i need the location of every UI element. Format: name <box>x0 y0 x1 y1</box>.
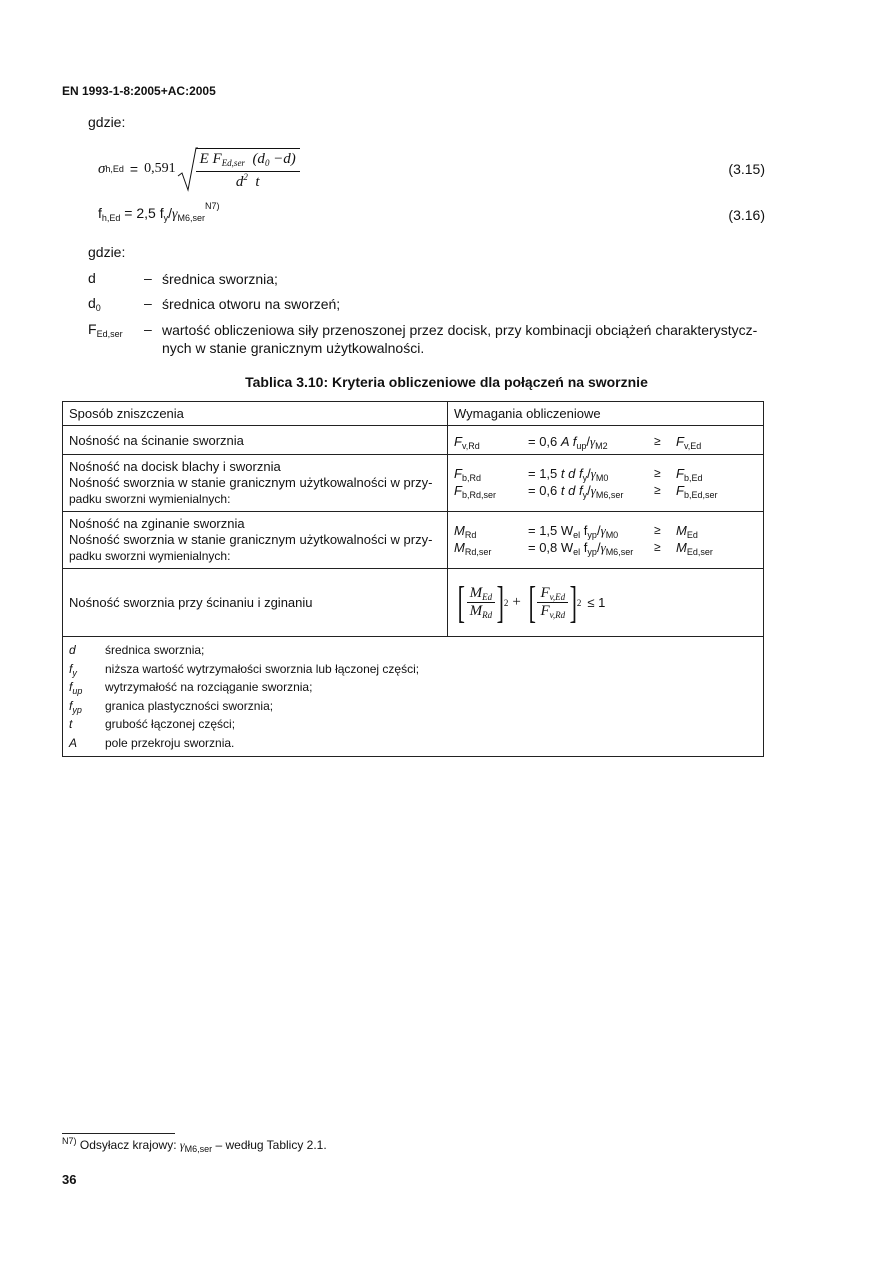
legend-text: pole przekroju sworznia. <box>105 735 235 750</box>
def-symbol-d0: $d_0$ <box>88 295 101 313</box>
def-text-fedser: wartość obliczeniowa siły przenoszonej przez docisk, przy kombinacji obciążeń charakterystycz-nych w stanie granicznym użytkowalności. <box>162 322 758 356</box>
equation-number-3-16: (3.16) <box>728 207 765 223</box>
legend-text: wytrzymałość na rozciąganie sworznia; <box>105 680 313 694</box>
footnote: $^{N7)}$ Odsyłacz krajowy: $\gamma_{M6,ser}$ – według Tablicy 2.1. <box>62 1136 327 1154</box>
legend-cell <box>63 637 764 757</box>
table-row <box>63 426 764 455</box>
where-label: gdzie: <box>88 114 126 130</box>
legend-symbol: d <box>69 643 76 657</box>
legend-text: średnica sworznia; <box>105 643 205 657</box>
table-caption: Tablica 3.10: Kryteria obliczeniowe dla połączeń na sworznie <box>245 374 648 390</box>
equation-3-15: σ h,Ed = 0,591 $\frac{E F_{Ed,ser} (d_0 -d)}{d^2 t}$ <box>98 146 300 192</box>
sqrt-icon <box>176 146 198 192</box>
def-symbol-d: d <box>88 270 96 286</box>
failure-mode-cell: Nośność na ścinanie sworznia <box>63 426 448 455</box>
def-dash: – <box>144 270 152 286</box>
requirement-cell: $F_{b,Rd}$ = 1,5 t d $f_y/\gamma_{M0}$ ≥ $F_{b,Ed}$ $F_{b,Rd,ser}$ = 0,6 t d $f_y/\gamma_{M6,ser}$ ≥ $F_{b,Ed,ser}$ <box>448 455 764 512</box>
def-text-d0: średnica otworu na sworzeń; <box>162 296 341 312</box>
def-text-d: średnica sworznia; <box>162 271 278 287</box>
legend-symbol: $f_y$ <box>69 661 77 678</box>
requirement-cell: [ $\frac{M_{Ed}}{M_{Rd}}$ ] 2 + [ $\frac{F_{v,Ed}}{F_{v,Rd}}$ ] 2 ≤ 1 <box>448 569 764 637</box>
def-dash: – <box>144 321 152 337</box>
equation-3-16: $f_{h,Ed} = 2,5$ $f_y/\gamma_{M6,ser}^{N7)}$ <box>98 201 220 223</box>
table-row <box>63 512 764 569</box>
legend-symbol: $f_{yp}$ <box>69 698 82 715</box>
requirement-cell: $M_{Rd}$ = 1,5 $W_{el}$ $f_{yp}/\gamma_{M0}$ ≥ $M_{Ed}$ $M_{Rd,ser}$ = 0,8 $W_{el}$ $f_{yp}/\gamma_{M6,ser}$ ≥ $M_{Ed,ser}$ <box>448 512 764 569</box>
failure-mode-cell: Nośność na docisk blachy i sworznia Nośność sworznia w stanie granicznym użytkowalności w przy- padku sworzni wymienialnych: <box>63 455 448 512</box>
legend-text: niższa wartość wytrzymałości sworznia lub łączonej części; <box>105 661 420 676</box>
table-legend-row <box>63 637 764 757</box>
table-row <box>63 455 764 512</box>
equation-number-3-15: (3.15) <box>728 161 765 177</box>
page-number: 36 <box>62 1172 77 1187</box>
legend-text: grubość łączonej części; <box>105 717 236 731</box>
footnote-divider <box>62 1133 175 1134</box>
document-header: EN 1993-1-8:2005+AC:2005 <box>62 84 216 98</box>
table-row <box>63 569 764 637</box>
criteria-table <box>62 401 764 757</box>
legend-symbol: t <box>69 717 73 731</box>
table-header-cell: Sposób zniszczenia <box>63 402 448 426</box>
failure-mode-cell: Nośność sworznia przy ścinaniu i zginaniu <box>63 569 448 637</box>
legend-text: granica plastyczności sworznia; <box>105 698 274 713</box>
legend-symbol: $f_{up}$ <box>69 680 83 696</box>
requirement-cell: $F_{v,Rd}$ = 0,6 A $f_{up}/\gamma_{M2}$ ≥ $F_{v,Ed}$ <box>448 426 764 455</box>
legend-symbol: A <box>69 735 78 750</box>
table-header-cell: Wymagania obliczeniowe <box>448 402 764 426</box>
def-symbol-fedser: $F_{Ed,ser}$ <box>88 321 123 339</box>
table-header-row <box>63 402 764 426</box>
where-label-2: gdzie: <box>88 244 126 260</box>
failure-mode-cell: Nośność na zginanie sworznia Nośność sworznia w stanie granicznym użytkowalności w przy- padku sworzni wymienialnych: <box>63 512 448 569</box>
def-dash: – <box>144 295 152 311</box>
